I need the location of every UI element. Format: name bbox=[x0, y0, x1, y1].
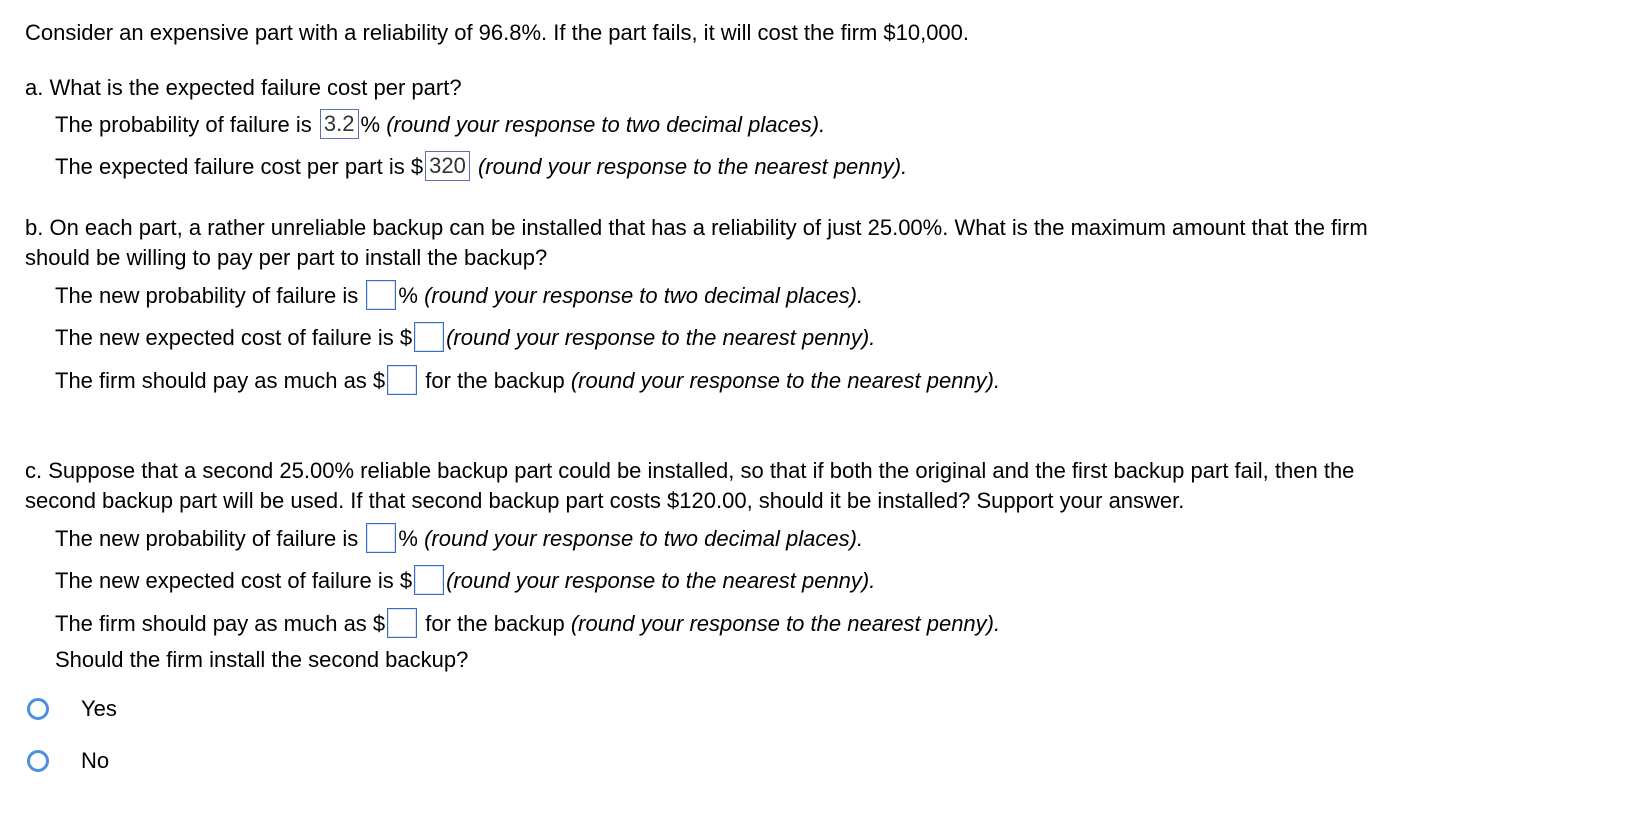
part-a-probability-note: (round your response to two decimal places). bbox=[386, 112, 826, 137]
part-a-question: a. What is the expected failure cost per part? bbox=[25, 75, 462, 100]
part-c-probability-input[interactable] bbox=[366, 523, 396, 553]
part-a-probability-input[interactable]: 3.2 bbox=[320, 109, 359, 139]
part-c-cost-row bbox=[55, 566, 875, 596]
part-c-probability-note: (round your response to two decimal places). bbox=[424, 526, 864, 551]
part-c-probability-row bbox=[55, 524, 863, 554]
part-a-cost-label: The expected failure cost per part is $ bbox=[55, 154, 424, 179]
part-c-pay-input[interactable] bbox=[387, 608, 417, 638]
part-b-cost-label: The new expected cost of failure is $ bbox=[55, 325, 413, 350]
radio-yes[interactable] bbox=[27, 698, 49, 720]
part-c-question-line1: c. Suppose that a second 25.00% reliable backup part could be installed, so that if both the original and the first backup part fail, then the bbox=[25, 458, 1355, 483]
part-b-probability-row bbox=[55, 281, 863, 311]
percent-sign: % bbox=[360, 112, 381, 137]
part-c-pay-suffix: for the backup bbox=[425, 611, 565, 636]
part-c-cost-label: The new expected cost of failure is $ bbox=[55, 568, 413, 593]
part-b-probability-note: (round your response to two decimal places). bbox=[424, 283, 864, 308]
part-b-cost-row bbox=[55, 323, 875, 353]
problem-intro: Consider an expensive part with a reliability of 96.8%. If the part fails, it will cost the firm $10,000. bbox=[25, 20, 970, 45]
part-a-probability-row bbox=[55, 110, 825, 140]
part-b-question-line2: should be willing to pay per part to install the backup? bbox=[25, 245, 548, 270]
part-c-pay-label: The firm should pay as much as $ bbox=[55, 611, 386, 636]
part-b-pay-row bbox=[55, 366, 1000, 396]
part-c-cost-input[interactable] bbox=[414, 565, 444, 595]
part-b-cost-note: (round your response to the nearest penny). bbox=[446, 325, 876, 350]
part-c-cost-note: (round your response to the nearest penny). bbox=[446, 568, 876, 593]
percent-sign: % bbox=[398, 283, 418, 308]
part-a-cost-input[interactable]: 320 bbox=[425, 151, 470, 181]
percent-sign: % bbox=[398, 526, 418, 551]
part-b-cost-input[interactable] bbox=[414, 322, 444, 352]
part-a-cost-row bbox=[55, 152, 907, 182]
option-no-label: No bbox=[81, 748, 110, 773]
part-c-pay-row bbox=[55, 609, 1000, 639]
part-c-install-question: Should the firm install the second backup? bbox=[55, 647, 469, 672]
part-b-probability-label: The new probability of failure is bbox=[55, 283, 359, 308]
part-c-pay-note: (round your response to the nearest penny). bbox=[570, 611, 1001, 636]
part-c-probability-label: The new probability of failure is bbox=[55, 526, 359, 551]
part-a-cost-note: (round your response to the nearest penny). bbox=[477, 154, 908, 179]
radio-no[interactable] bbox=[27, 750, 49, 772]
part-b-probability-input[interactable] bbox=[366, 280, 396, 310]
part-a-probability-label: The probability of failure is bbox=[55, 112, 312, 137]
option-yes[interactable] bbox=[27, 694, 117, 724]
part-b-question-line1: b. On each part, a rather unreliable backup can be installed that has a reliability of just 25.00%. What is the maximum amount that the firm bbox=[25, 215, 1368, 240]
option-yes-label: Yes bbox=[81, 696, 117, 721]
option-no[interactable] bbox=[27, 746, 109, 776]
part-b-pay-suffix: for the backup bbox=[425, 368, 565, 393]
part-b-pay-label: The firm should pay as much as $ bbox=[55, 368, 386, 393]
part-c-question-line2: second backup part will be used. If that second backup part costs $120.00, should it be installed? Support your answer. bbox=[25, 488, 1185, 513]
part-b-pay-note: (round your response to the nearest penny). bbox=[570, 368, 1001, 393]
part-b-pay-input[interactable] bbox=[387, 365, 417, 395]
